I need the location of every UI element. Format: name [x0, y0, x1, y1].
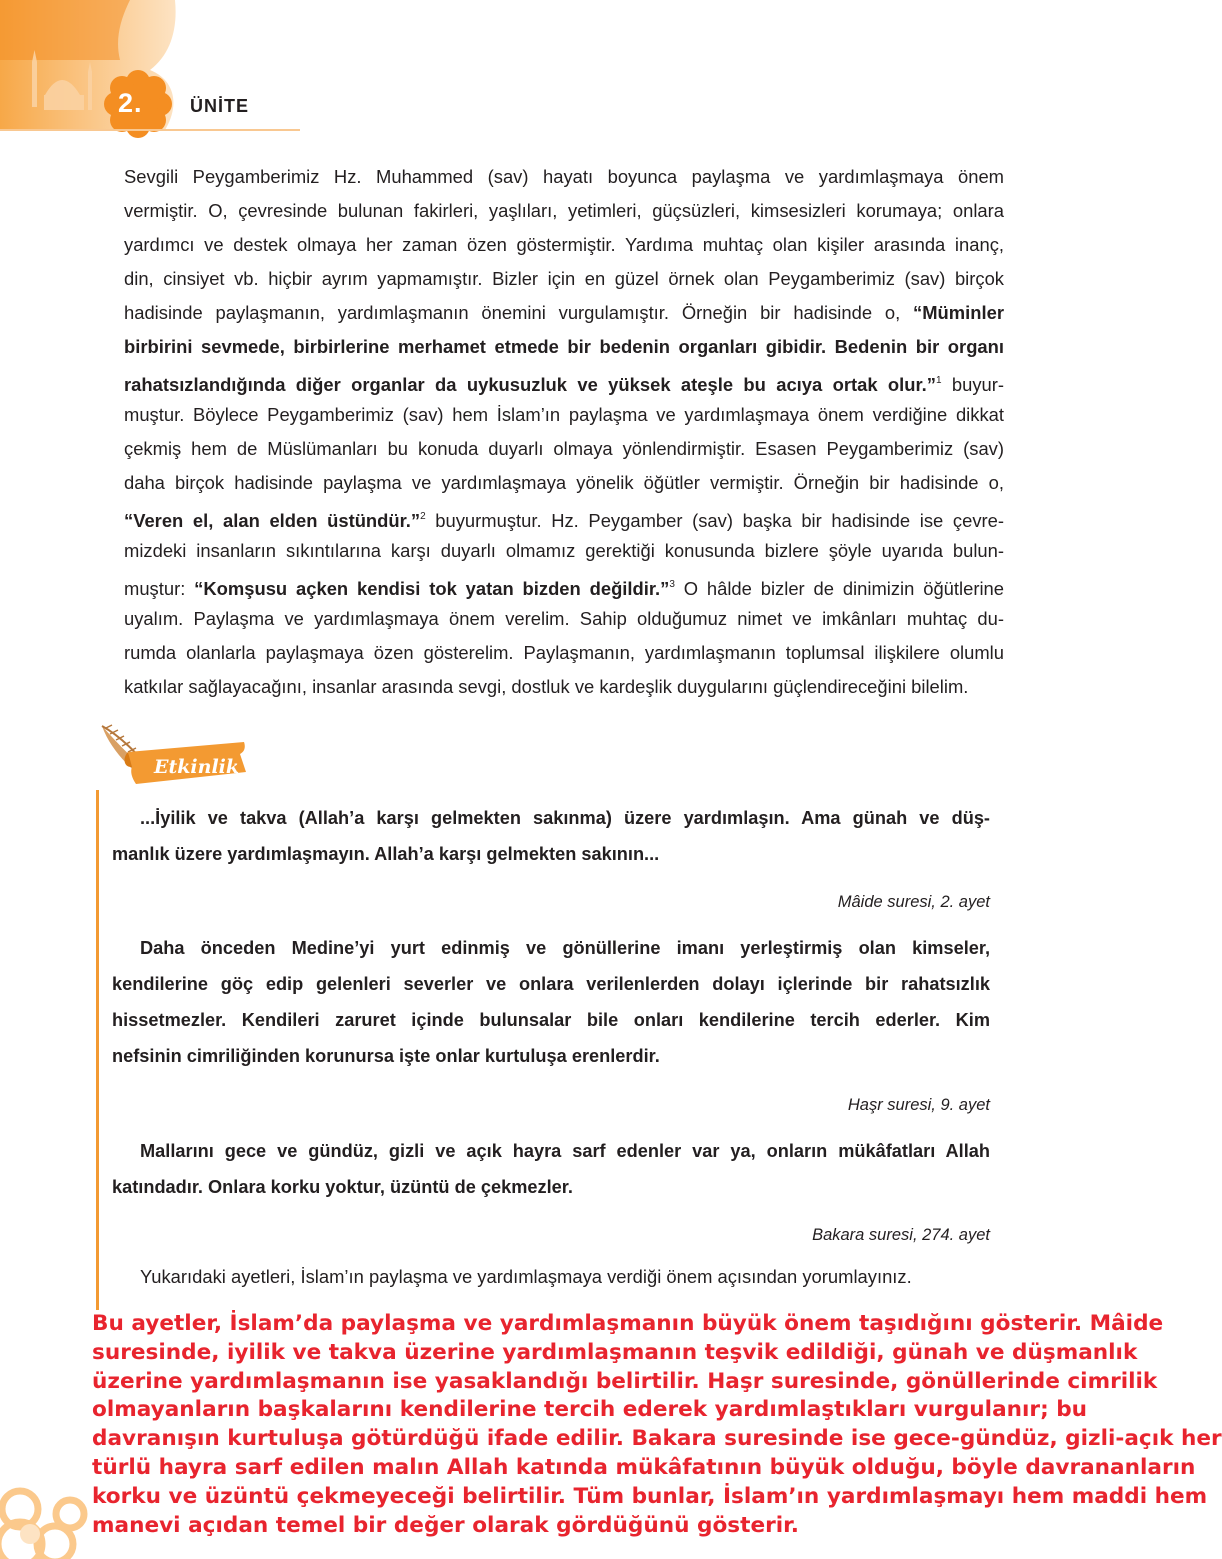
body-line: çekmiş hem de Müslümanları bu konuda duyarlı olmaya yönlendirmiştir. Esasen Peygamberimiz (sav) [124, 438, 1004, 459]
answer-line: türlü hayra sarf edilen malın Allah katında mükâfatının büyük olduğu, böyle davrananların [92, 1454, 1196, 1480]
body-line: hadisinde paylaşmanın, yardımlaşmanın önemini vurgulamıştır. Örneğin bir hadisinde o, “Müminler [124, 302, 1004, 323]
body-line: uyalım. Paylaşma ve yardımlaşmaya önem verelim. Sahip olduğumuz nimet ve imkânları muhtaç du- [124, 608, 1004, 629]
verse-block [112, 1133, 990, 1205]
body-paragraph [124, 160, 1004, 704]
answer-line: Bu ayetler, İslam’da paylaşma ve yardımlaşmanın büyük önem taşıdığını gösterir. Mâide [92, 1311, 1164, 1336]
verse-line: hissetmezler. Kendileri zaruret içinde bulunsalar bile onları kendilerine tercih ederler. Kim [112, 1010, 990, 1030]
unit-number: 2. [118, 88, 143, 118]
body-line: Sevgili Peygamberimiz Hz. Muhammed (sav) hayatı boyunca paylaşma ve yardımlaşmaya önem [124, 166, 1004, 187]
answer-line: davranışın kurtuluşa götürdüğü ifade edilir. Bakara suresinde ise gece-gündüz, gizli-açık her [92, 1426, 1222, 1452]
answer-line: manevi açıdan temel bir değer olarak gördüğünü gösterir. [92, 1512, 799, 1538]
verse-line: manlık üzere yardımlaşmayın. Allah’a karşı gelmekten sakının... [112, 844, 660, 864]
verse-block [112, 930, 990, 1074]
body-line: rumda olanlarla paylaşmaya özen gösterelim. Paylaşmanın, yardımlaşmanın toplumsal ilişkilere olumlu [124, 642, 1004, 663]
verse-line: kendilerine göç edip gelenleri severler ve onlara verilenlerden dolayı içlerinde bir rahatsızlık [112, 974, 990, 994]
activity-question: Yukarıdaki ayetleri, İslam’ın paylaşma ve yardımlaşmaya verdiği önem açısından yorumlayınız. [140, 1266, 912, 1287]
verse-line: nefsinin cimriliğinden korunursa işte onlar kurtuluşa erenlerdir. [112, 1046, 660, 1066]
verse-line: katındadır. Onlara korku yoktur, üzüntü de çekmezler. [112, 1177, 573, 1197]
verse-reference: Bakara suresi, 274. ayet [812, 1226, 990, 1244]
verse-reference: Haşr suresi, 9. ayet [847, 1096, 990, 1114]
body-line: vermiştir. O, çevresinde bulunan fakirleri, yaşlıları, yetimleri, güçsüzleri, kimsesizleri korumaya; onlara [124, 200, 1004, 221]
body-line: rahatsızlandığında diğer organlar da uykusuzluk ve yüksek ateşle bu acıya ortak olur.”$^1$ buyur- [124, 374, 1004, 395]
body-line: yardımcı ve destek olmaya her zaman özen göstermiştir. Yardıma muhtaç olan kişiler arasında inanç, [124, 234, 1004, 255]
verse-line: ...İyilik ve takva (Allah’a karşı gelmekten sakınma) üzere yardımlaşın. Ama günah ve düş- [140, 808, 990, 828]
answer-line: olmayanların başkalarını kendilerine tercih ederek yardımlaştıkları vurgulanır; bu [92, 1397, 1088, 1423]
answer-line: korku ve üzüntü çekmeyeceği belirtilir. Tüm bunlar, İslam’ın yardımlaşmayı hem maddi hem [92, 1483, 1208, 1509]
unit-label: ÜNİTE [190, 96, 249, 116]
body-line: “Veren el, alan elden üstündür.”$^2$ buyurmuştur. Hz. Peygamber (sav) başka bir hadisinde ise çevre- [124, 510, 1004, 531]
verse-line: Mallarını gece ve gündüz, gizli ve açık hayra sarf edenler var ya, onların mükâfatları Allah [140, 1141, 990, 1161]
body-line: mizdeki insanların sıkıntılarına karşı duyarlı olmamız gerektiği konusunda bizlere şöyle uyarıda bulun- [124, 540, 1004, 561]
page-corner-decoration [0, 1449, 95, 1559]
body-line: birbirini sevmede, birbirlerine merhamet etmede bir bedenin organları gibidir. Bedenin bir organı [124, 336, 1004, 357]
answer-line: üzerine yardımlaşmanın ise yasaklandığı belirtilir. Haşr suresinde, gönüllerinde cimrilik [92, 1368, 1158, 1394]
verse-line: Daha önceden Medine’yi yurt edinmiş ve gönüllerine imanı yerleştirmiş olan kimseler, [140, 938, 990, 958]
verse-block [112, 800, 990, 872]
body-line: muştur. Böylece Peygamberimiz (sav) hem İslam’ın paylaşma ve yardımlaşmaya önem verdiğine dikkat [124, 404, 1004, 425]
activity-border [96, 790, 99, 1310]
etkinlik-label: Etkinlik [154, 756, 240, 778]
answer-text [92, 1310, 1222, 1540]
body-line: din, cinsiyet vb. hiçbir ayrım yapmamıştır. Bizler için en güzel örnek olan Peygamberimiz (sav) birçok [124, 268, 1004, 289]
body-line: muştur: “Komşusu açken kendisi tok yatan bizden değildir.”$^3$ O hâlde bizler de dinimizin öğütlerine [124, 578, 1004, 599]
verse-reference: Mâide suresi, 2. ayet [837, 893, 990, 911]
body-line: daha birçok hadisinde paylaşma ve yardımlaşmaya yönelik öğütler vermiştir. Örneğin bir hadisinde o, [124, 472, 1004, 493]
body-line: katkılar sağlayacağını, insanlar arasında sevgi, dostluk ve kardeşlik duygularını güçlendireceğini bilelim. [124, 676, 969, 697]
unit-header-decoration [0, 0, 300, 140]
answer-line: suresinde, iyilik ve takva üzerine yardımlaşmanın teşvik edildiği, günah ve düşmanlık [92, 1339, 1138, 1365]
